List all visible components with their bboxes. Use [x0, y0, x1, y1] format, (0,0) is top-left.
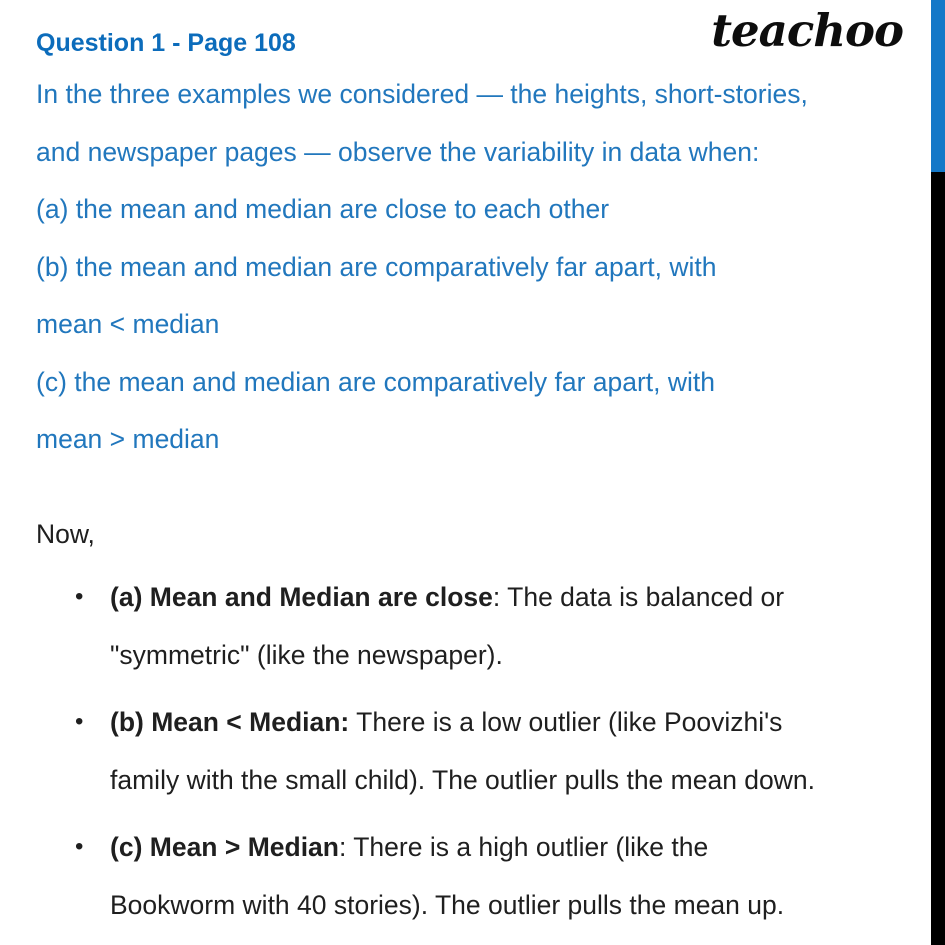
answer-lead: (b) Mean < Median: [110, 707, 350, 737]
answer-rest: : The data is balanced or [492, 582, 785, 612]
bullet-icon: • [75, 583, 84, 610]
answer-body [110, 568, 921, 684]
teachoo-logo: teachoo [711, 4, 903, 57]
question-title: Question 1 - Page 108 [36, 29, 296, 57]
answer-body [110, 693, 921, 809]
answer-rest: : There is a high outlier (like the [338, 832, 709, 862]
right-accent-bar-black [931, 172, 945, 945]
question-text [36, 66, 916, 469]
answer-line [110, 568, 921, 626]
answer-rest: There is a low outlier (like Poovizhi's [349, 707, 783, 737]
right-accent-bar-blue [931, 0, 945, 172]
question-text-line: (c) the mean and median are comparatively far apart, with [36, 366, 716, 397]
question-text-line: In the three examples we considered — the heights, short-stories, [36, 79, 808, 109]
bullet-icon: • [75, 833, 84, 860]
question-text-line: mean < median [36, 309, 220, 339]
bullet-icon: • [75, 708, 84, 735]
answer-item [36, 568, 921, 684]
now-label: Now, [36, 519, 95, 549]
answer-lead: (a) Mean and Median are close [110, 582, 493, 612]
question-text-line: and newspaper pages — observe the variability in data when: [36, 136, 760, 167]
answer-line: "symmetric" (like the newspaper). [110, 640, 503, 670]
answer-body [110, 818, 921, 934]
answer-line [110, 693, 921, 751]
question-text-line: (b) the mean and median are comparatively far apart, with [36, 251, 717, 282]
question-text-line: mean > median [36, 424, 220, 454]
answer-list [36, 568, 921, 943]
answer-line: family with the small child). The outlier pulls the mean down. [110, 765, 816, 795]
answer-item [36, 693, 921, 809]
answer-item [36, 818, 921, 934]
answer-lead: (c) Mean > Median [110, 832, 339, 862]
answer-line: Bookworm with 40 stories). The outlier pulls the mean up. [110, 890, 785, 920]
question-text-line: (a) the mean and median are close to each other [36, 194, 610, 224]
answer-line [110, 818, 921, 876]
